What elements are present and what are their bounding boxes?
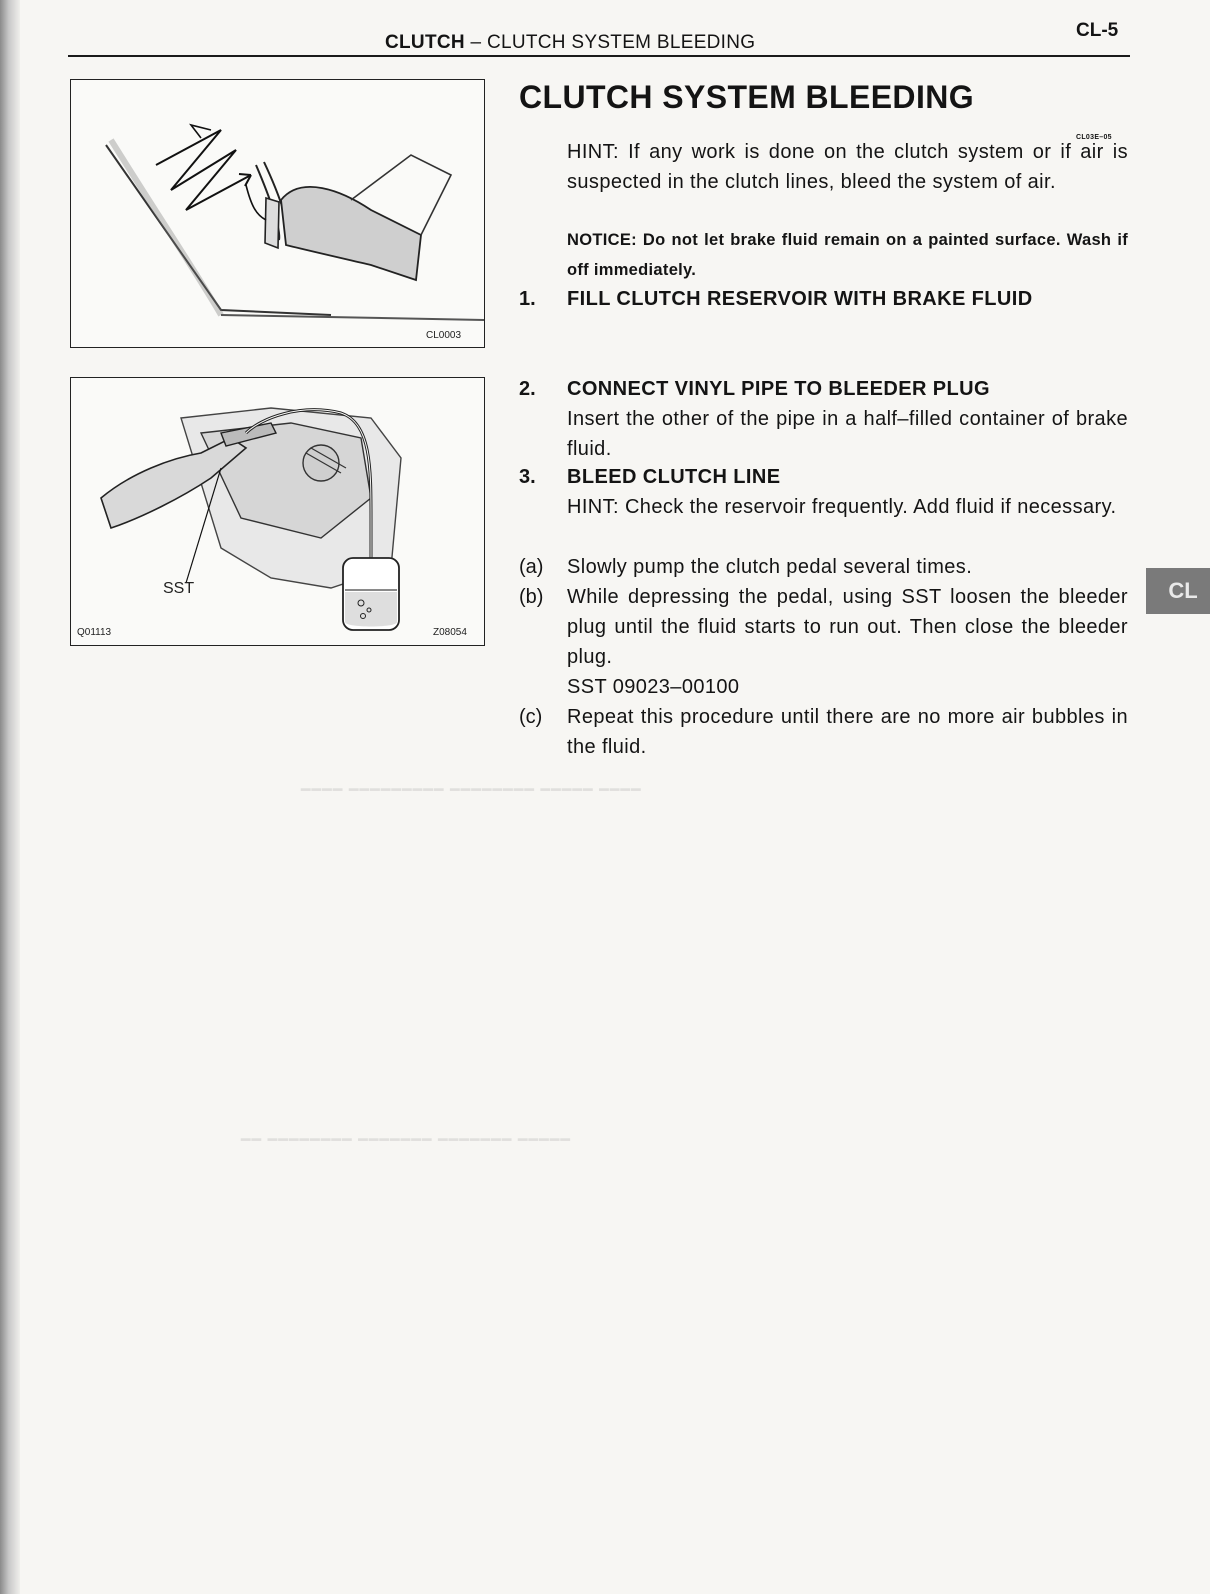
substep-letter: (c) bbox=[519, 706, 543, 728]
header-rule bbox=[68, 55, 1130, 57]
running-head bbox=[385, 32, 755, 54]
step-number: 1. bbox=[519, 288, 536, 310]
substep-letter: (b) bbox=[519, 586, 544, 608]
section-title: CLUTCH SYSTEM BLEEDING bbox=[519, 79, 975, 115]
figure-code: CL0003 bbox=[426, 330, 462, 341]
document-code: CL03E–05 bbox=[1076, 134, 1112, 141]
bleed-through-text-2: ━━━━━ ━━━━━━━ ━━━━━━━ ━━━━━━━━ ━━ bbox=[240, 1132, 571, 1149]
substep-letter: (a) bbox=[519, 556, 544, 578]
hint-text: HINT: If any work is done on the clutch system or if air is suspected in the clutch lines, bleed the system of air. bbox=[567, 141, 1128, 193]
step-hint: HINT: Check the reservoir frequently. Add fluid if necessary. bbox=[567, 496, 1117, 518]
figure-clutch-pedal bbox=[70, 79, 485, 348]
figure-bleeder-plug bbox=[70, 377, 485, 646]
running-head-sub: CLUTCH SYSTEM BLEEDING bbox=[486, 32, 756, 53]
notice-text: NOTICE: Do not let brake fluid remain on a painted surface. Wash if off immediately. bbox=[567, 231, 1128, 279]
figure-label-sst: SST bbox=[163, 580, 195, 597]
running-head-separator: – bbox=[464, 32, 487, 53]
substep-text: While depressing the pedal, using SST loosen the bleeder plug until the fluid starts to run out. Then close the bleeder plug. bbox=[567, 586, 1128, 668]
bleeder-plug-illustration bbox=[71, 378, 484, 645]
figure-code-left: Q01113 bbox=[77, 627, 112, 638]
clutch-pedal-illustration bbox=[71, 80, 484, 347]
running-head-main: CLUTCH bbox=[385, 32, 465, 53]
page-number: CL-5 bbox=[1076, 20, 1119, 41]
substep-text: Repeat this procedure until there are no more air bubbles in the fluid. bbox=[567, 706, 1128, 758]
step-title: BLEED CLUTCH LINE bbox=[567, 466, 781, 488]
page-edge-shadow bbox=[0, 0, 20, 1594]
step-title: CONNECT VINYL PIPE TO BLEEDER PLUG bbox=[567, 378, 990, 400]
step-number: 3. bbox=[519, 466, 536, 488]
section-side-tab: CL bbox=[1146, 568, 1210, 614]
step-title: FILL CLUTCH RESERVOIR WITH BRAKE FLUID bbox=[567, 288, 1033, 310]
step-number: 2. bbox=[519, 378, 536, 400]
sst-number: SST 09023–00100 bbox=[567, 676, 740, 698]
substep-text: Slowly pump the clutch pedal several times. bbox=[567, 556, 973, 578]
figure-code-right: Z08054 bbox=[433, 627, 467, 638]
step-text: Insert the other of the pipe in a half–filled container of brake fluid. bbox=[567, 408, 1128, 460]
bleed-through-text: ━━━━ ━━━━━ ━━━━━━━━ ━━━━━━━━━ ━━━━ bbox=[300, 782, 641, 799]
